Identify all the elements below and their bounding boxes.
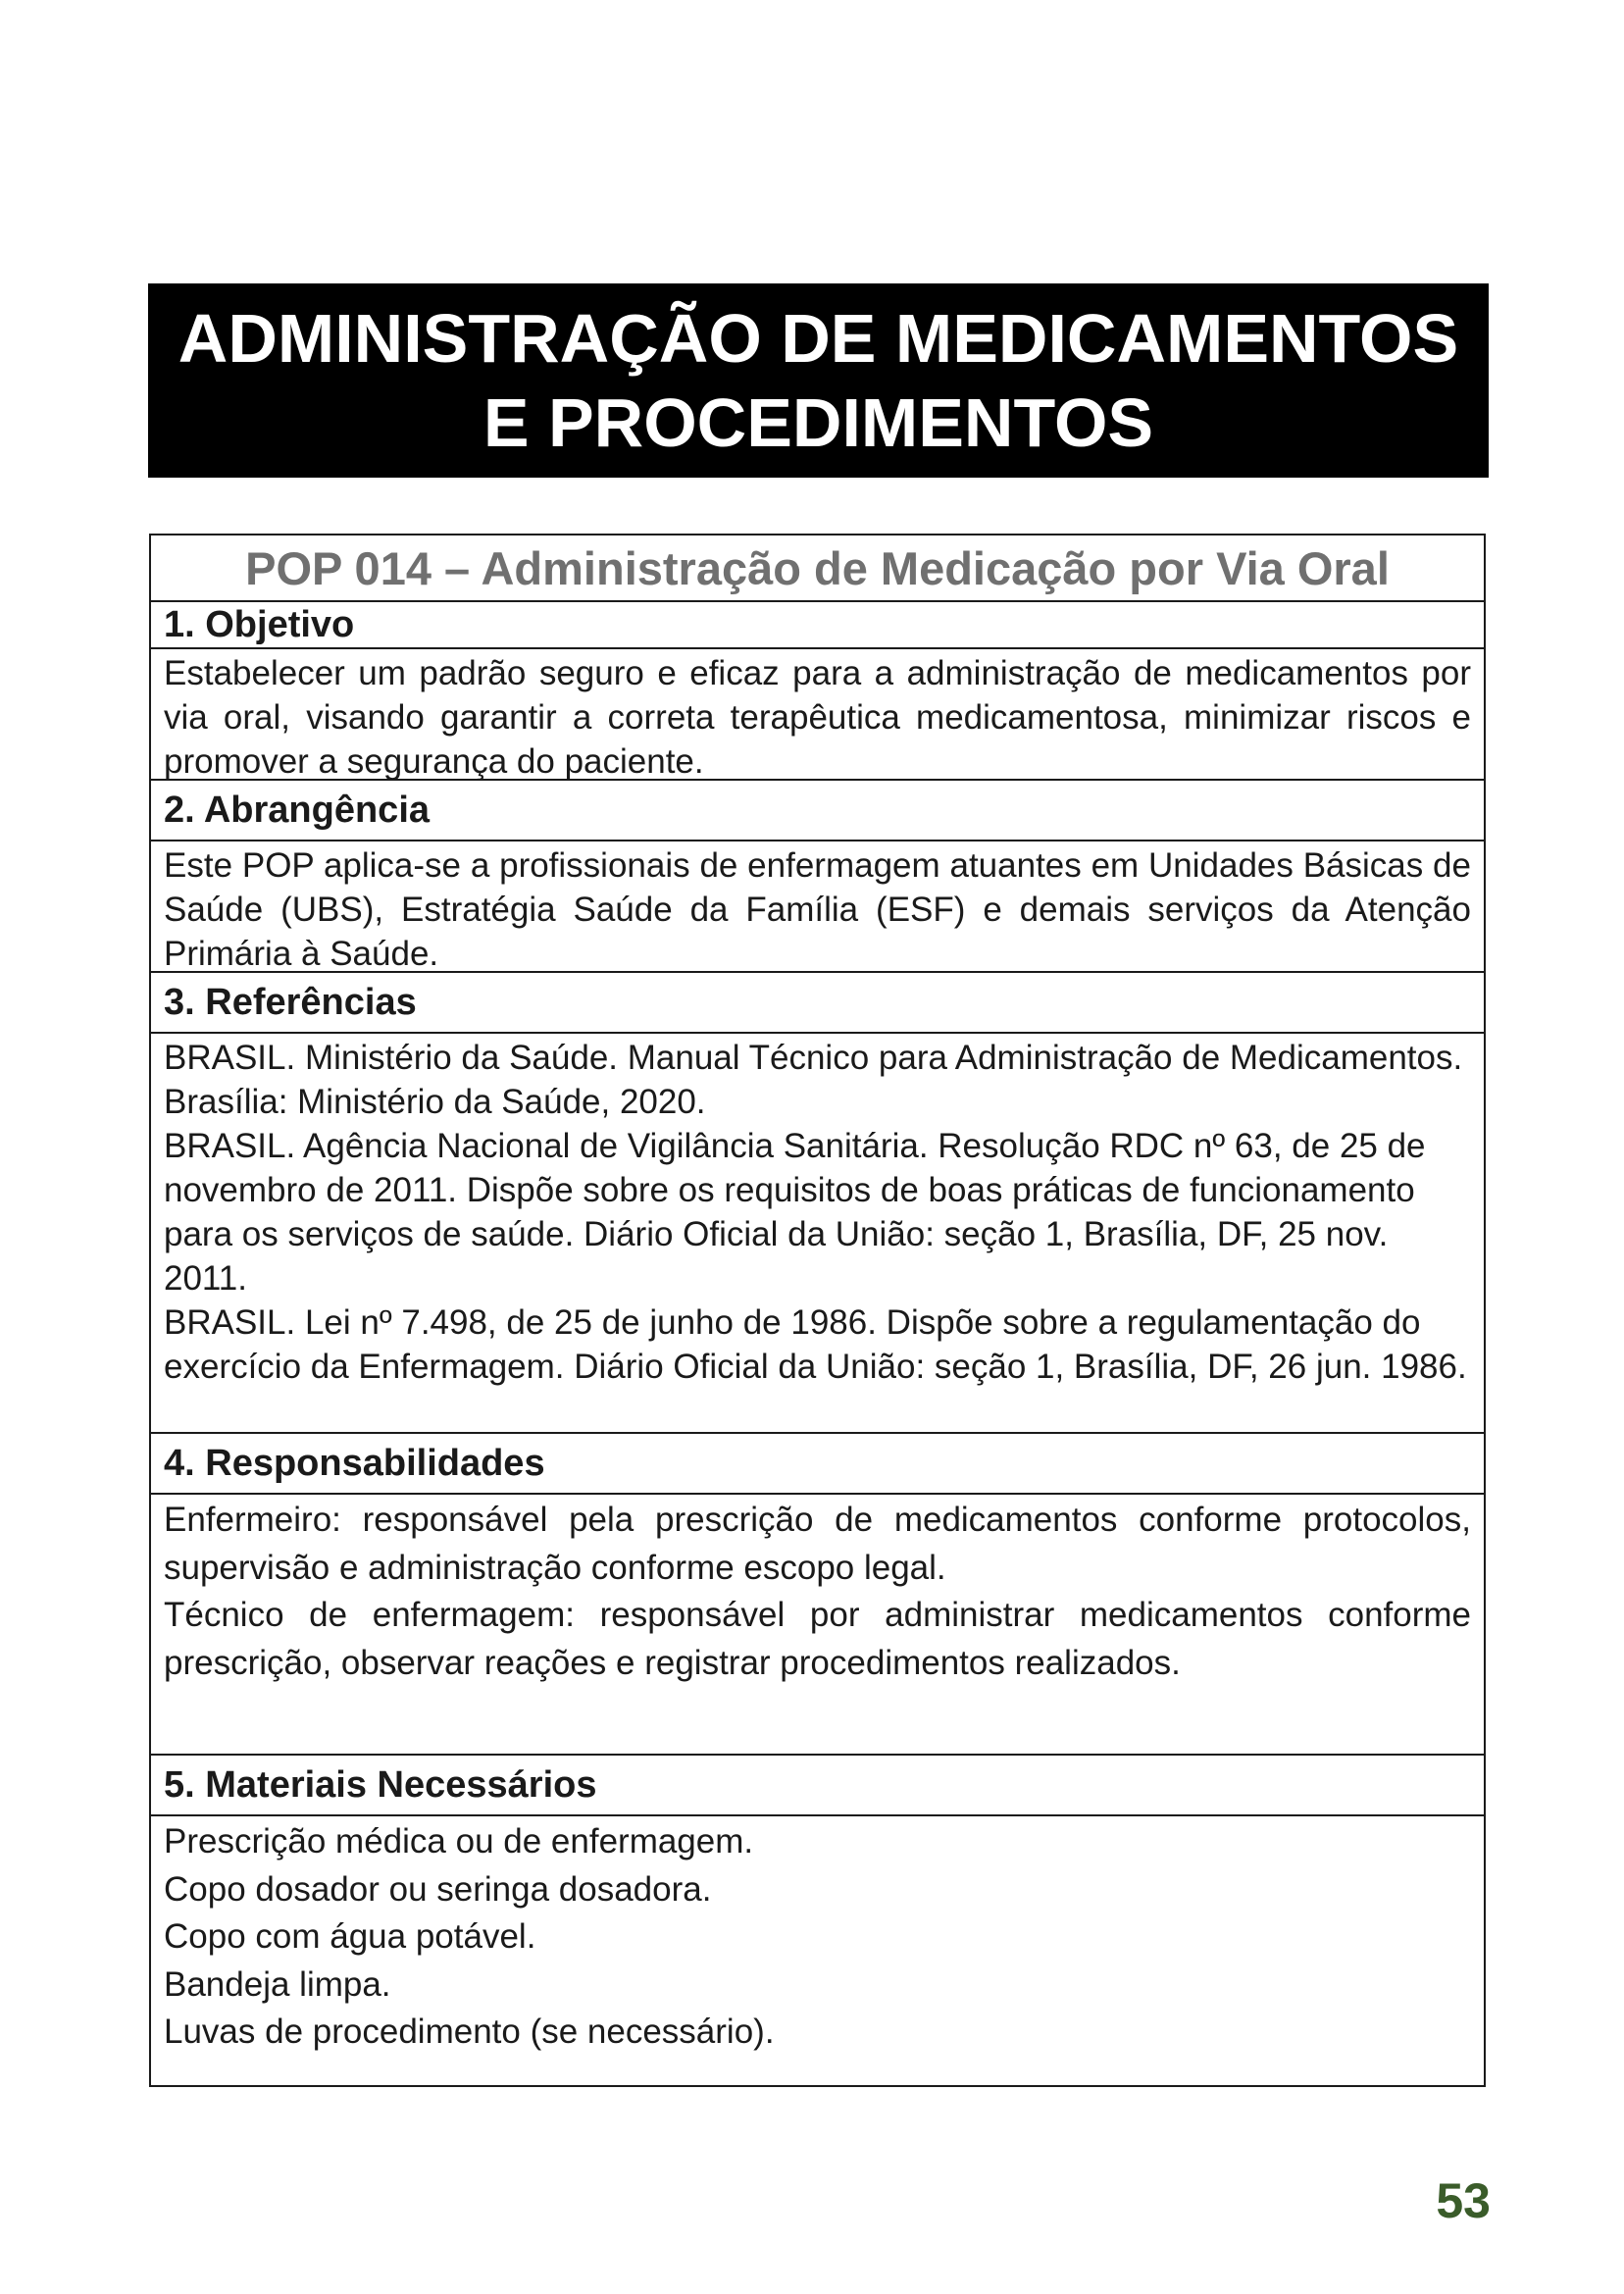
banner-line-2: E PROCEDIMENTOS — [482, 384, 1154, 461]
section-heading-materiais: 5. Materiais Necessários — [151, 1756, 1484, 1816]
section-body-materiais — [151, 1816, 1484, 2085]
responsabilidade-item: Técnico de enfermagem: responsável por administrar medicamentos conforme prescrição, observar reações e registrar procedimentos realizados. — [164, 1596, 1471, 1682]
banner-line-1: ADMINISTRAÇÃO DE MEDICAMENTOS — [178, 300, 1459, 377]
pop-title: POP 014 – Administração de Medicação por Via Oral — [151, 535, 1484, 602]
section-body-responsabilidades — [151, 1495, 1484, 1756]
section-heading-objetivo: 1. Objetivo — [151, 602, 1484, 649]
material-item: Luvas de procedimento (se necessário). — [164, 2013, 775, 2051]
reference-item: BRASIL. Agência Nacional de Vigilância Sanitária. Resolução RDC nº 63, de 25 de novembro de 2011. Dispõe sobre os requisitos de boas práticas de funcionamento para os serviços de saúde. Diário Oficial da União: seção 1, Brasília, DF, 25 nov. 2011. — [164, 1127, 1426, 1298]
reference-item: BRASIL. Ministério da Saúde. Manual Técnico para Administração de Medicamentos. Brasília: Ministério da Saúde, 2020. — [164, 1039, 1463, 1121]
abrangencia-paragraph: Este POP aplica-se a profissionais de enfermagem atuantes em Unidades Básicas de Saúde (UBS), Estratégia Saúde da Família (ESF) e demais serviços da Atenção Primária à Saúde. — [164, 846, 1471, 973]
page-number: 53 — [1436, 2173, 1491, 2228]
section-body-objetivo — [151, 649, 1484, 781]
chapter-banner — [148, 283, 1489, 478]
responsabilidade-item: Enfermeiro: responsável pela prescrição de medicamentos conforme protocolos, supervisão e administração conforme escopo legal. — [164, 1501, 1471, 1587]
section-heading-referencias: 3. Referências — [151, 973, 1484, 1034]
section-body-referencias — [151, 1034, 1484, 1434]
section-heading-abrangencia: 2. Abrangência — [151, 781, 1484, 841]
section-body-abrangencia — [151, 841, 1484, 973]
material-item: Bandeja limpa. — [164, 1964, 391, 2004]
material-item: Copo com água potável. — [164, 1917, 536, 1956]
objetivo-paragraph: Estabelecer um padrão seguro e eficaz para a administração de medicamentos por via oral, visando garantir a correta terapêutica medicamentosa, minimizar riscos e promover a segurança do paciente. — [164, 654, 1471, 781]
material-item: Copo dosador ou seringa dosadora. — [164, 1869, 712, 1909]
section-heading-responsabilidades: 4. Responsabilidades — [151, 1434, 1484, 1495]
reference-item: BRASIL. Lei nº 7.498, de 25 de junho de 1986. Dispõe sobre a regulamentação do exercício da Enfermagem. Diário Oficial da União: seção 1, Brasília, DF, 26 jun. 1986. — [164, 1303, 1467, 1386]
material-item: Prescrição médica ou de enfermagem. — [164, 1822, 754, 1861]
pop-table — [149, 534, 1486, 2087]
